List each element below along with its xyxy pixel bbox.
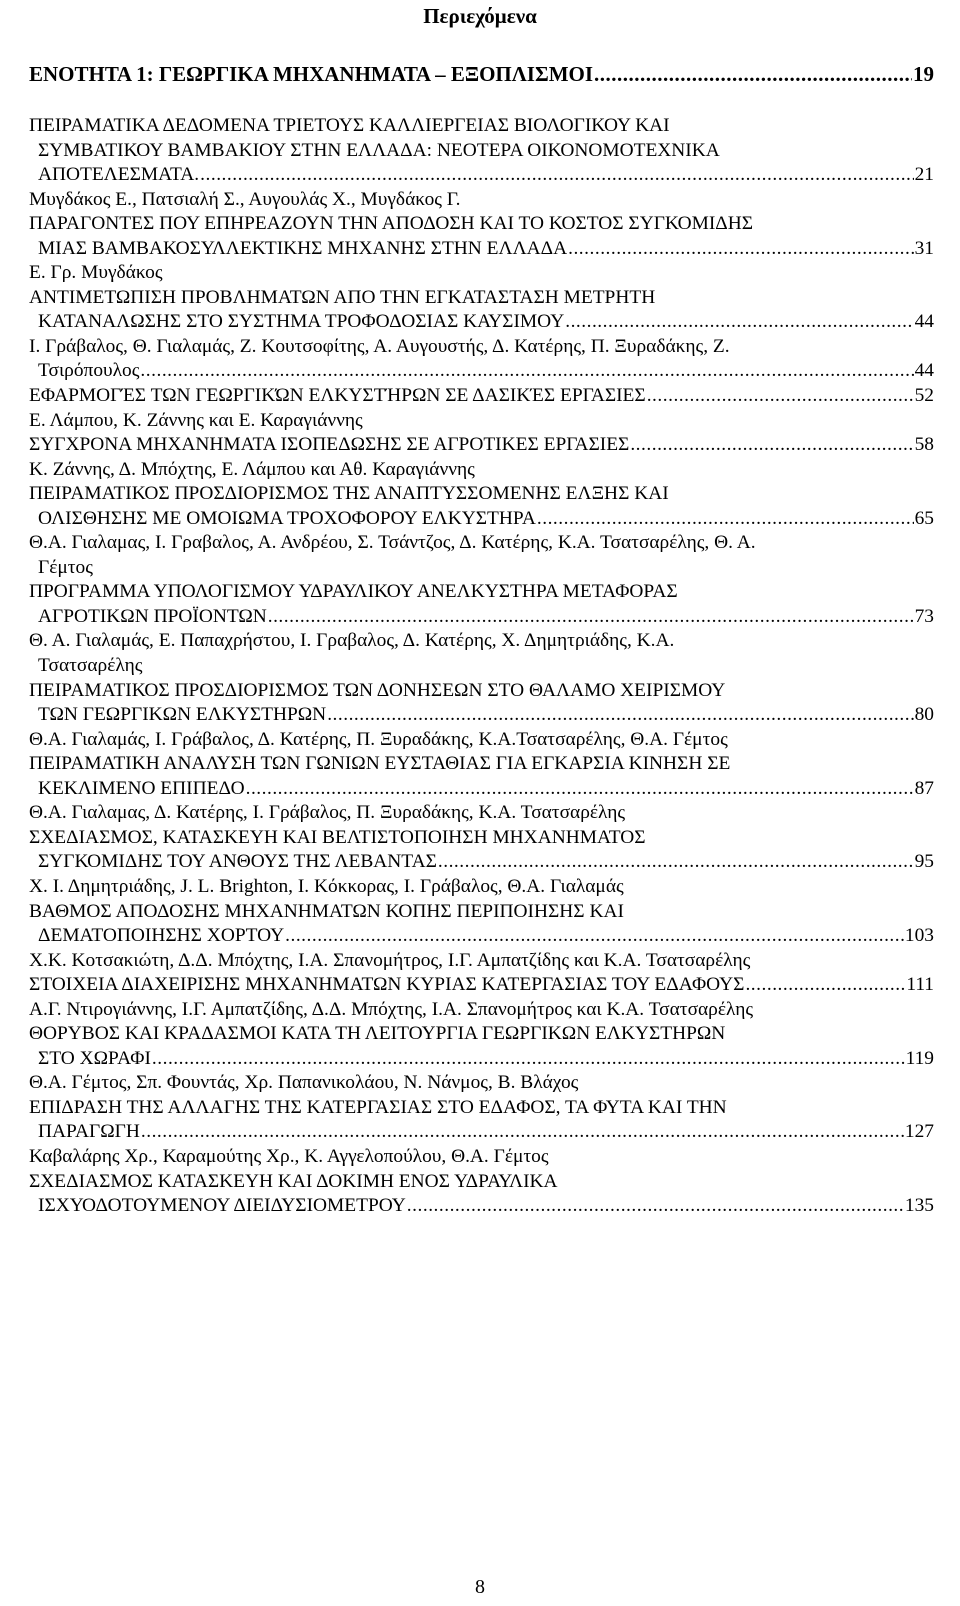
entry-title-line: [29, 237, 934, 262]
entry-title-line: ΕΠΙΔΡΑΣΗ ΤΗΣ ΑΛΛΑΓΗΣ ΤΗΣ ΚΑΤΕΡΓΑΣΙΑΣ ΣΤΟ ΕΔΑΦΟΣ, ΤΑ ΦΥΤΑ ΚΑΙ ΤΗΝ: [29, 1096, 727, 1118]
toc-entry: [29, 973, 934, 1022]
entry-title-line: ΘΟΡΥΒΟΣ ΚΑΙ ΚΡΑΔΑΣΜΟΙ ΚΑΤΑ ΤΗ ΛΕΙΤΟΥΡΓΙΑ ΓΕΩΡΓΙΚΩΝ ΕΛΚΥΣΤΗΡΩΝ: [29, 1023, 726, 1045]
entry-title-line: ΠΕΙΡΑΜΑΤΙΚΑ ΔΕΔΟΜΕΝΑ ΤΡΙΕΤΟΥΣ ΚΑΛΛΙΕΡΓΕΙΑΣ ΒΙΟΛΟΓΙΚΟΥ ΚΑΙ: [29, 115, 670, 136]
entry-title-text: ΟΛΙΣΘΗΣΗΣ ΜΕ ΟΜΟΙΩΜΑ ΤΡΟΧΟΦΟΡΟΥ ΕΛΚΥΣΤΗΡΑ: [38, 507, 536, 529]
entry-title-text: ΔΕΜΑΤΟΠΟΙΗΣΗΣ ΧΟΡΤΟΥ: [38, 925, 285, 947]
section-heading: [29, 62, 934, 86]
dot-leader: [745, 973, 905, 998]
entry-title-text: ΕΦΑΡΜΟΓΈΣ ΤΩΝ ΓΕΩΡΓΙΚΏΝ ΕΛΚΥΣΤΉΡΩΝ ΣΕ ΔΑΣΙΚΈΣ ΕΡΓΑΣΙΕΣ: [29, 385, 646, 407]
entry-page-number: 95: [914, 851, 934, 873]
section-title: ΕΝΟΤΗΤΑ 1: ΓΕΩΡΓΙΚΑ ΜΗΧΑΝΗΜΑΤΑ – ΕΞΟΠΛΙΣΜΟΙ: [29, 62, 594, 86]
entry-page-number: 44: [914, 360, 934, 382]
dot-leader: [327, 703, 913, 728]
entry-title-text: ΣΤΟ ΧΩΡΑΦΙ: [38, 1047, 151, 1069]
entry-page-number: 58: [914, 434, 934, 456]
entry-authors-line: Μυγδάκος Ε., Πατσιαλή Σ., Αυγουλάς Χ., Μυγδάκος Γ.: [29, 188, 461, 210]
entry-title-line: ΣΧΕΔΙΑΣΜΟΣ, ΚΑΤΑΣΚΕΥΗ ΚΑΙ ΒΕΛΤΙΣΤΟΠΟΙΗΣΗ ΜΗΧΑΝΗΜΑΤΟΣ: [29, 826, 646, 848]
entry-authors-line: Θ.Α. Γιαλαμας, Δ. Κατέρης, Ι. Γράβαλος, Π. Ξυραδάκης, Κ.Α. Τσατσαρέλης: [29, 802, 626, 824]
entry-page-number: 135: [904, 1195, 934, 1217]
entry-authors-line: Χ.Κ. Κοτσακιώτη, Δ.Δ. Μπόχτης, Ι.Α. Σπανομήτρος, Ι.Γ. Αμπατζίδης και Κ.Α. Τσατσαρέλης: [29, 949, 751, 971]
toc-entry: [29, 1022, 934, 1096]
entry-title-line: ΠΕΙΡΑΜΑΤΙΚΗ ΑΝΑΛΥΣΗ ΤΩΝ ΓΩΝΙΩΝ ΕΥΣΤΑΘΙΑΣ ΓΙΑ ΕΓΚΑΡΣΙΑ ΚΙΝΗΣΗ ΣΕ: [29, 753, 731, 775]
toc-entry: [29, 1170, 934, 1219]
entry-page-number: 80: [914, 704, 934, 726]
entry-title-text: ΚΕΚΛΙΜΕΝΟ ΕΠΙΠΕΔΟ: [38, 777, 245, 799]
entry-authors-line: Γέμτος: [38, 556, 93, 578]
dot-leader: [565, 310, 913, 335]
entry-title-text: ΠΑΡΑΓΩΓΗ: [38, 1121, 140, 1143]
entry-authors-line: Ε. Λάμπου, Κ. Ζάννης και Ε. Καραγιάννης: [29, 409, 363, 431]
section-page: 19: [913, 62, 934, 86]
entry-title-line: [29, 507, 934, 532]
page-number: 8: [475, 1576, 485, 1598]
entry-title-line: [29, 777, 934, 802]
dot-leader: [152, 1047, 905, 1072]
dot-leader: [647, 384, 914, 409]
entry-page-number: 119: [905, 1047, 934, 1069]
toc-entry: [29, 212, 934, 286]
dot-leader: [246, 777, 914, 802]
entry-page-number: 21: [914, 164, 934, 186]
entry-title-text: ΙΣΧΥΟΔΟΤΟΥΜΕΝΟΥ ΔΙΕΙΔΥΣΙΟΜΕΤΡΟΥ: [38, 1195, 406, 1217]
toc-entry: [29, 433, 934, 482]
toc-list: [29, 114, 934, 1219]
page-title: Περιεχόμενα: [423, 4, 537, 28]
entry-title-text: ΑΠΟΤΕΛΕΣΜΑΤΑ.: [38, 164, 200, 186]
toc-entry: [29, 286, 934, 384]
entry-page-number: 87: [914, 777, 934, 799]
toc-entry: [29, 482, 934, 580]
toc-entry: [29, 1096, 934, 1170]
dot-leader: [285, 924, 904, 949]
entry-title-line: ΣΧΕΔΙΑΣΜΟΣ ΚΑΤΑΣΚΕΥΗ ΚΑΙ ΔΟΚΙΜΗ ΕΝΟΣ ΥΔΡΑΥΛΙΚΑ: [29, 1170, 558, 1192]
entry-authors-line: Τσατσαρέλης: [38, 655, 143, 677]
dot-leader: [537, 507, 914, 532]
entry-title-text: ΣΥΓΧΡΟΝΑ ΜΗΧΑΝΗΜΑΤΑ ΙΣΟΠΕΔΩΣΗΣ ΣΕ ΑΓΡΟΤΙΚΕΣ ΕΡΓΑΣΙΕΣ: [29, 434, 630, 456]
entry-authors-line: Θ. Α. Γιαλαμάς, Ε. Παπαχρήστου, Ι. Γραβαλος, Δ. Κατέρης, Χ. Δημητριάδης, Κ.Α.: [29, 630, 675, 652]
entry-authors-line: Θ.Α. Γέμτος, Σπ. Φουντάς, Χρ. Παπανικολάου, Ν. Νάνμος, Β. Βλάχος: [29, 1072, 579, 1094]
entry-authors-line: Ι. Γράβαλος, Θ. Γιαλαμάς, Ζ. Κουτσοφίτης, Α. Αυγουστής, Δ. Κατέρης, Π. Ξυραδάκης, Ζ.: [29, 335, 730, 357]
entry-title-line: [29, 1047, 934, 1072]
entry-title-line: [29, 850, 934, 875]
dot-leader: [407, 1194, 904, 1219]
entry-page-number: 44: [914, 311, 934, 333]
toc-entry: [29, 679, 934, 753]
entry-title-line: [29, 433, 934, 458]
entry-authors-line: Καβαλάρης Χρ., Καραμούτης Χρ., Κ. Αγγελοπούλου, Θ.Α. Γέμτος: [29, 1145, 549, 1167]
entry-page-number: 73: [914, 605, 934, 627]
entry-title-line: [29, 310, 934, 335]
toc-entry: [29, 384, 934, 433]
entry-title-line: ΠΑΡΑΓΟΝΤΕΣ ΠΟΥ ΕΠΗΡΕΑΖΟΥΝ ΤΗΝ ΑΠΟΔΟΣΗ ΚΑΙ ΤΟ ΚΟΣΤΟΣ ΣΥΓΚΟΜΙΔΗΣ: [29, 213, 754, 235]
entry-authors-line: Χ. Ι. Δημητριάδης, J. L. Brighton, Ι. Κόκκορας, Ι. Γράβαλος, Θ.Α. Γιαλαμάς: [29, 875, 624, 897]
entry-title-line: [29, 163, 934, 188]
entry-title-text: ΣΤΟΙΧΕΙΑ ΔΙΑΧΕΙΡΙΣΗΣ ΜΗΧΑΝΗΜΑΤΩΝ ΚΥΡΙΑΣ ΚΑΤΕΡΓΑΣΙΑΣ ΤΟΥ ΕΔΑΦΟΥΣ: [29, 974, 745, 996]
toc-entry: [29, 826, 934, 900]
dot-leader: [594, 62, 912, 86]
entry-title-line: ΠΕΙΡΑΜΑΤΙΚΟΣ ΠΡΟΣΔΙΟΡΙΣΜΟΣ ΤΩΝ ΔΟΝΗΣΕΩΝ ΣΤΟ ΘΑΛΑΜΟ ΧΕΙΡΙΣΜΟΥ: [29, 679, 726, 701]
entry-title-line: [29, 924, 934, 949]
toc-entry: [29, 752, 934, 826]
dot-leader: [141, 1120, 904, 1145]
entry-page-number: 127: [904, 1121, 934, 1143]
entry-title-text: ΣΥΓΚΟΜΙΔΗΣ ΤΟΥ ΑΝΘΟΥΣ ΤΗΣ ΛΕΒΑΝΤΑΣ: [38, 851, 437, 873]
entry-title-line: [29, 384, 934, 409]
entry-authors-line: Κ. Ζάννης, Δ. Μπόχτης, Ε. Λάμπου και Αθ. Καραγιάννης: [29, 458, 475, 480]
entry-title-text: ΑΓΡΟΤΙΚΩΝ ΠΡΟΪΟΝΤΩΝ: [38, 605, 267, 627]
entry-authors-line: Ε. Γρ. Μυγδάκος: [29, 262, 163, 284]
dot-leader: [200, 163, 913, 188]
entry-title-line: [29, 973, 934, 998]
entry-authors-line: Α.Γ. Ντιρογιάννης, Ι.Γ. Αμπατζίδης, Δ.Δ. Μπόχτης, Ι.Α. Σπανομήτρος και Κ.Α. Τσατσαρέλης: [29, 998, 754, 1020]
entry-title-line: [29, 703, 934, 728]
dot-leader: [630, 433, 913, 458]
entry-page-number: 103: [904, 925, 934, 947]
entry-title-line: ΑΝΤΙΜΕΤΩΠΙΣΗ ΠΡΟΒΛΗΜΑΤΩΝ ΑΠΟ ΤΗΝ ΕΓΚΑΤΑΣΤΑΣΗ ΜΕΤΡΗΤΗ: [29, 286, 656, 308]
entry-page-number: 65: [914, 507, 934, 529]
toc-entry: [29, 114, 934, 212]
entry-title-text: ΚΑΤΑΝΑΛΩΣΗΣ ΣΤΟ ΣΥΣΤΗΜΑ ΤΡΟΦΟΔΟΣΙΑΣ ΚΑΥΣΙΜΟΥ: [38, 311, 565, 333]
entry-authors-line: Θ.Α. Γιαλαμάς, Ι. Γράβαλος, Δ. Κατέρης, Π. Ξυραδάκης, Κ.Α.Τσατσαρέλης, Θ.Α. Γέμτος: [29, 728, 728, 750]
dot-leader: [268, 605, 914, 630]
dot-leader: [438, 850, 914, 875]
entry-authors-line: Θ.Α. Γιαλαμας, Ι. Γραβαλος, Α. Ανδρέου, Σ. Τσάντζος, Δ. Κατέρης, Κ.Α. Τσατσαρέλης, Θ. Α.: [29, 532, 756, 554]
entry-title-line: ΠΕΙΡΑΜΑΤΙΚΟΣ ΠΡΟΣΔΙΟΡΙΣΜΟΣ ΤΗΣ ΑΝΑΠΤΥΣΣΟΜΕΝΗΣ ΕΛΞΗΣ ΚΑΙ: [29, 483, 669, 505]
entry-title-text: ΜΙΑΣ ΒΑΜΒΑΚΟΣΥΛΛΕΚΤΙΚΗΣ ΜΗΧΑΝΗΣ ΣΤΗΝ ΕΛΛΑΔΑ: [38, 237, 568, 259]
dot-leader: [140, 359, 913, 384]
entry-title-text: Τσιρόπουλος: [38, 360, 140, 382]
dot-leader: [568, 237, 914, 262]
entry-page-number: 111: [906, 974, 934, 996]
entry-authors-line: [29, 359, 934, 384]
entry-title-line: [29, 1194, 934, 1219]
entry-title-line: ΠΡΟΓΡΑΜΜΑ ΥΠΟΛΟΓΙΣΜΟΥ ΥΔΡΑΥΛΙΚΟΥ ΑΝΕΛΚΥΣΤΗΡΑ ΜΕΤΑΦΟΡΑΣ: [29, 581, 678, 603]
entry-title-line: [29, 1120, 934, 1145]
entry-page-number: 31: [914, 237, 934, 259]
entry-title-text: ΤΩΝ ΓΕΩΡΓΙΚΩΝ ΕΛΚΥΣΤΗΡΩΝ: [38, 704, 327, 726]
toc-entry: [29, 580, 934, 678]
toc-entry: [29, 900, 934, 974]
entry-title-line: ΣΥΜΒΑΤΙΚΟΥ ΒΑΜΒΑΚΙΟΥ ΣΤΗΝ ΕΛΛΑΔΑ: ΝΕΟΤΕΡΑ ΟΙΚΟΝΟΜΟΤΕΧΝΙΚΑ: [38, 139, 720, 161]
entry-title-line: ΒΑΘΜΟΣ ΑΠΟΔΟΣΗΣ ΜΗΧΑΝΗΜΑΤΩΝ ΚΟΠΗΣ ΠΕΡΙΠΟΙΗΣΗΣ ΚΑΙ: [29, 900, 624, 922]
entry-page-number: 52: [914, 385, 934, 407]
entry-title-line: [29, 605, 934, 630]
